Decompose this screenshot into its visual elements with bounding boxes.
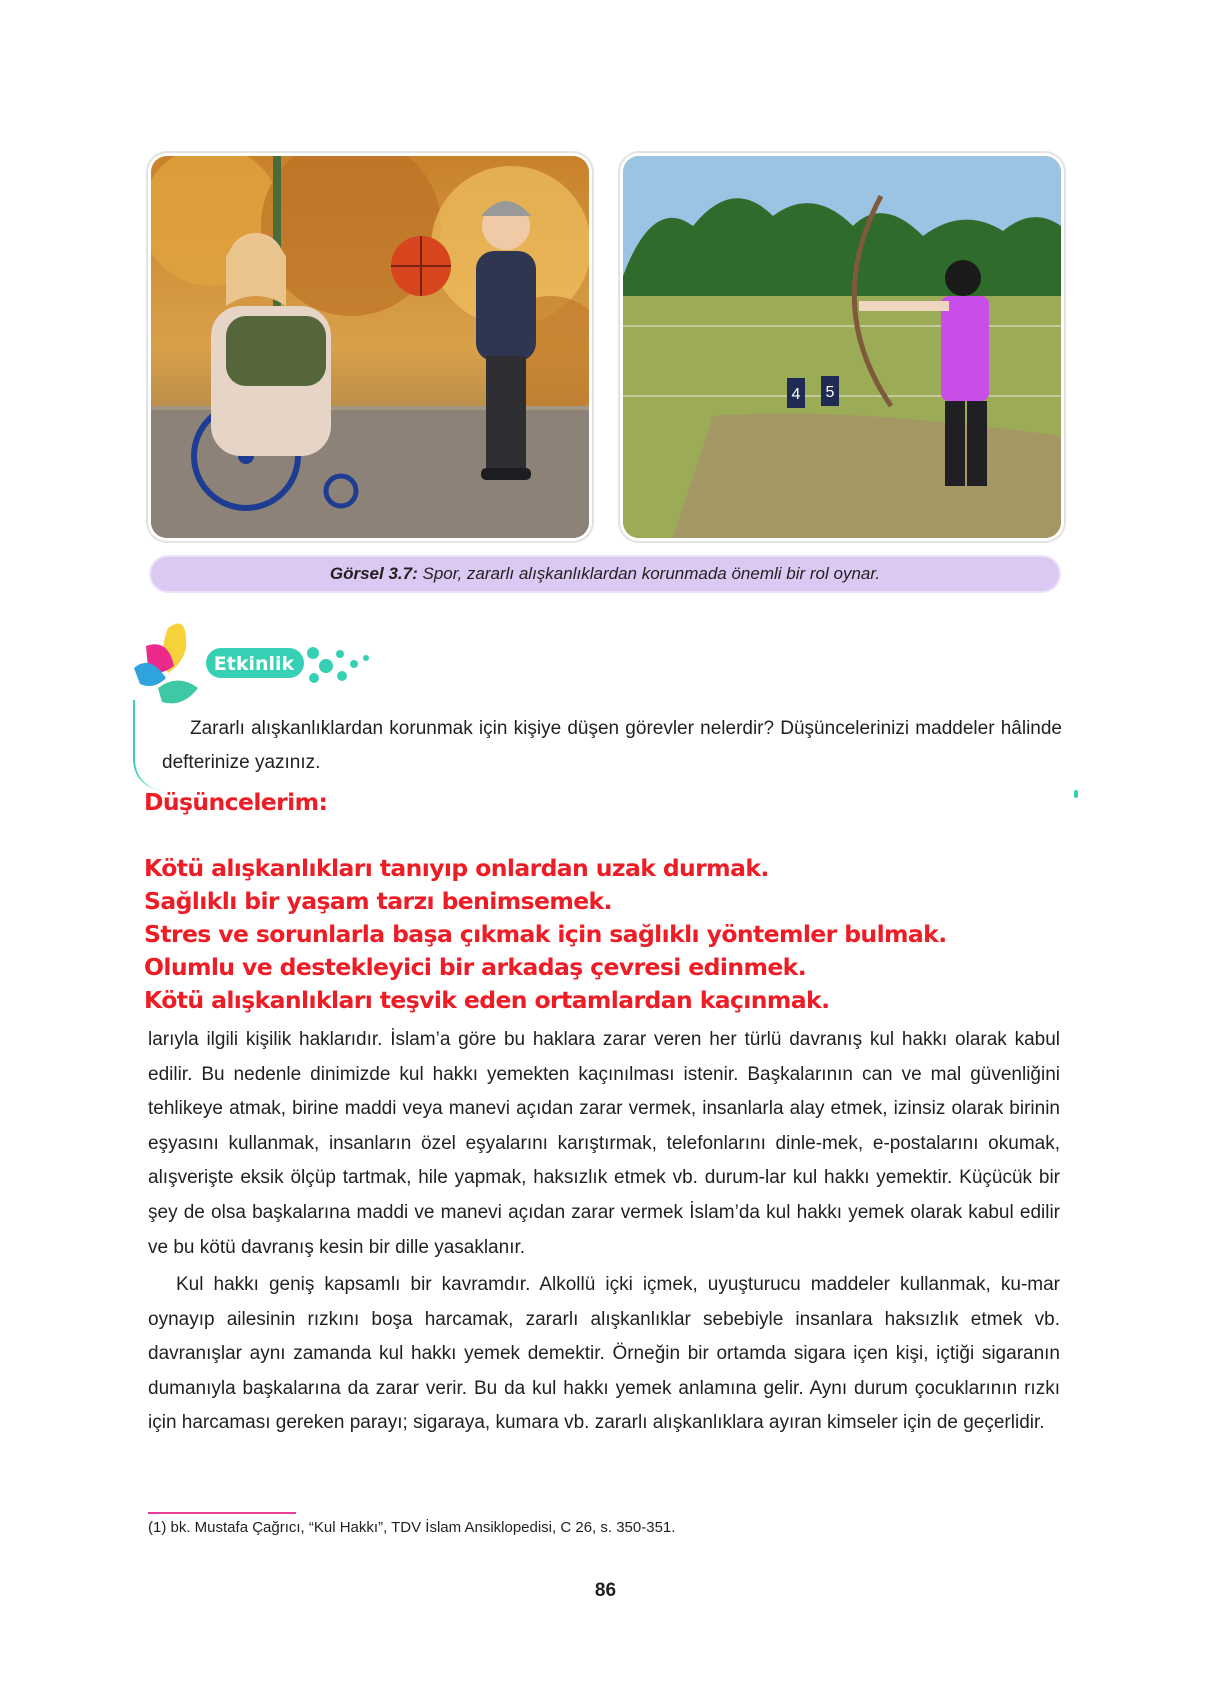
footnote: (1) bk. Mustafa Çağrıcı, “Kul Hakkı”, TDV İslam Ansiklopedisi, C 26, s. 350-351. xyxy=(148,1519,676,1536)
thought-item: Olumlu ve destekleyici bir arkadaş çevresi edinmek. xyxy=(144,953,807,981)
caption-text: Spor, zararlı alışkanlıklardan korunmada önemli bir rol oynar. xyxy=(422,564,881,583)
target-number-5: 5 xyxy=(825,384,835,401)
thoughts-list xyxy=(144,852,947,1017)
activity-prompt-text: Zararlı alışkanlıklardan korunmak için kişiye düşen görevler nelerdir? Düşüncelerinizi maddeler hâlinde defterinize yazınız. xyxy=(162,718,1062,773)
figure-caption xyxy=(151,557,1059,591)
activity-frame-end xyxy=(1074,790,1078,798)
page-number: 86 xyxy=(594,1580,617,1601)
activity-badge xyxy=(128,618,378,708)
target-number-4: 4 xyxy=(791,386,801,403)
thought-item: Stres ve sorunlarla başa çıkmak için sağlıklı yöntemler bulmak. xyxy=(144,920,947,948)
activity-prompt xyxy=(162,712,1062,780)
thought-item: Kötü alışkanlıkları tanıyıp onlardan uzak durmak. xyxy=(144,854,769,882)
photo-wheelchair-basketball xyxy=(151,156,589,538)
photo-archery xyxy=(623,156,1061,538)
activity-badge-label: Etkinlik xyxy=(213,653,295,675)
body-paragraph-1: larıyla ilgili kişilik haklarıdır. İslam’a göre bu haklara zarar veren her türlü davranış kul hakkı olarak kabul edilir. Bu nedenle dinimizde kul hakkı yemekten kaçınılması istenir. Başkalarının can ve mal güvenliğini tehlikeye atmak, birine maddi veya manevi açıdan zarar vermek, insanlarla alay etmek, izinsiz olarak birinin eşyasını kullanmak, insanların özel eşyalarını karıştırmak, telefonlarını dinle-mek, e-postalarını okumak, alışverişte eksik ölçüp tartmak, hile yapmak, haksızlık etmek vb. durum-lar kul hakkı yemektir. Küçücük bir şey de olsa başkalarına maddi ve manevi açıdan zarar vermek İslam’da kul hakkı yemek olarak kabul edilir ve bu kötü davranış kesin bir dille yasaklanır. xyxy=(148,1029,1060,1258)
footnote-rule xyxy=(148,1512,296,1514)
thought-item: Sağlıklı bir yaşam tarzı benimsemek. xyxy=(144,887,612,915)
caption-label: Görsel 3.7: xyxy=(329,564,418,583)
thought-item: Kötü alışkanlıkları teşvik eden ortamlardan kaçınmak. xyxy=(144,986,830,1014)
thoughts-heading: Düşüncelerim: xyxy=(144,788,328,816)
body-paragraph-2: Kul hakkı geniş kapsamlı bir kavramdır. Alkollü içki içmek, uyuşturucu maddeler kullanmak, ku-mar oynayıp ailesinin rızkını boşa harcamak, zararlı alışkanlıklar sebebiyle insanlara haksızlık etmek vb. davranışlar aynı zamanda kul hakkı yemek demektir. Örneğin bir ortamda sigara içen kişi, içtiği sigaranın dumanıyla başkalarına da zarar verir. Bu da kul hakkı yemek anlamına gelir. Aynı durum çocuklarının rızkı için harcaması gereken parayı; sigaraya, kumara vb. zararlı alışkanlıklara ayıran kimseler için de geçerlidir. xyxy=(148,1274,1060,1434)
